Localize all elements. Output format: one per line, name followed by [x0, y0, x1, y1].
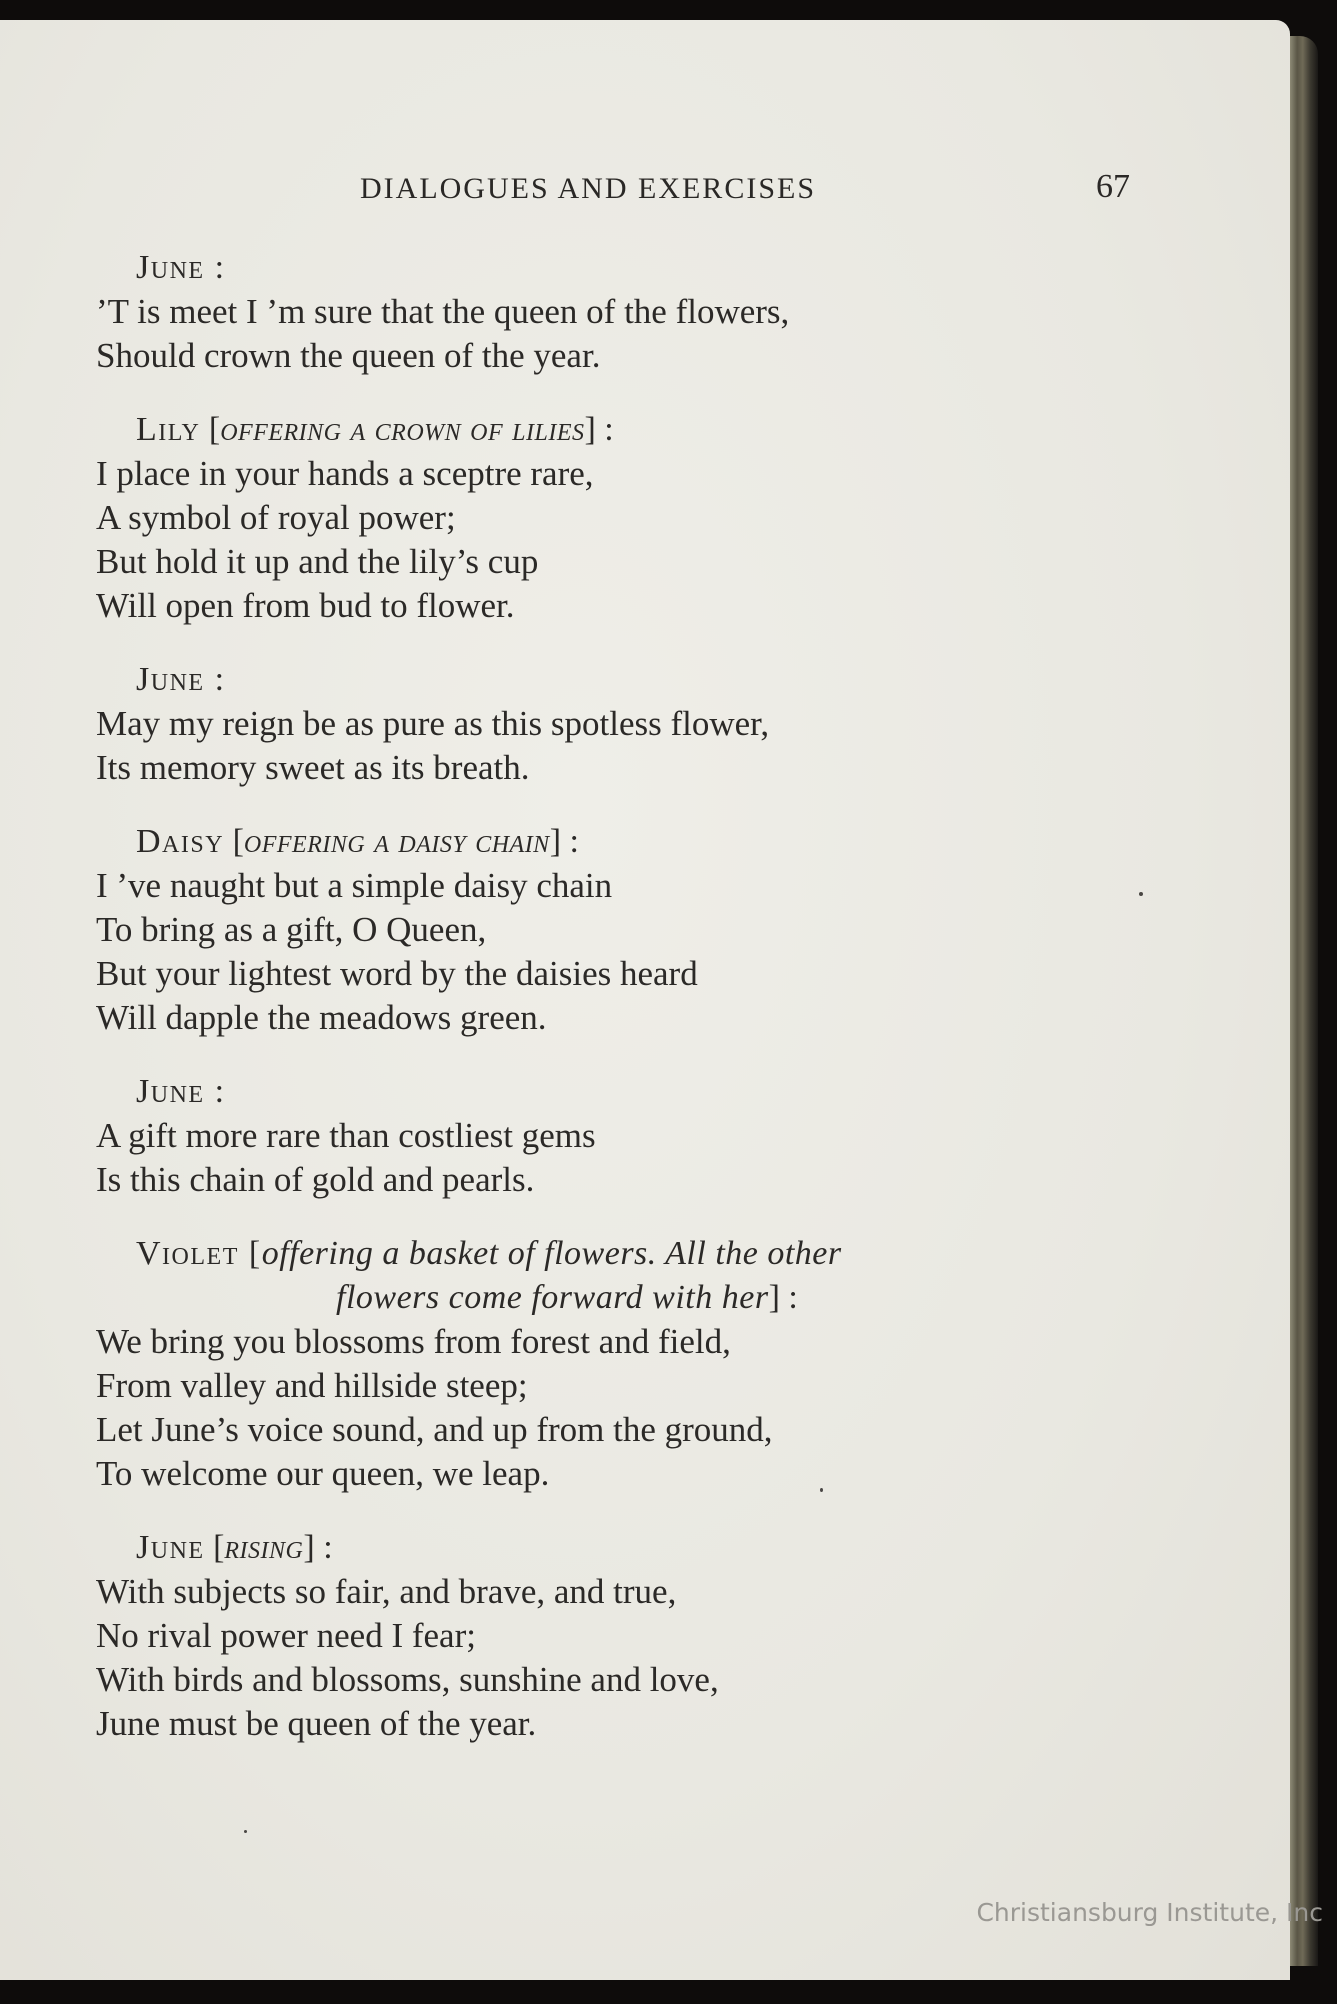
speaker-cue: Lily [offering a crown of lilies] :	[136, 411, 614, 448]
speaker-name: June	[136, 1073, 205, 1110]
stage-direction: rising	[224, 1529, 304, 1566]
speaker-cue: Daisy [offering a daisy chain] :	[136, 823, 579, 860]
stanza	[96, 1232, 1156, 1496]
speaker-name: Lily	[136, 411, 201, 448]
speaker-cue: Violet [offering a basket of flowers. All the other flowers come forward with her] :	[136, 1235, 842, 1316]
stanza	[96, 246, 1156, 378]
running-head: DIALOGUES AND EXERCISES	[360, 172, 817, 205]
verse-line: Its memory sweet as its breath.	[96, 748, 530, 787]
paper-speck	[820, 1488, 823, 1492]
verse-line: Is this chain of gold and pearls.	[96, 1160, 535, 1199]
verse-line: A symbol of royal power;	[96, 498, 456, 537]
verse-line: A gift more rare than costliest gems	[96, 1116, 596, 1155]
speaker-cue: June :	[136, 249, 225, 286]
speaker-name: Daisy	[136, 823, 225, 860]
verse-line: I ’ve naught but a simple daisy chain	[96, 866, 613, 905]
stanza	[96, 1070, 1156, 1202]
verse-line: No rival power need I fear;	[96, 1616, 476, 1655]
stage-direction: offering a daisy chain	[243, 823, 550, 860]
verse-line: To welcome our queen, we leap.	[96, 1454, 550, 1493]
speaker-cue: June :	[136, 1073, 225, 1110]
verse-line: Let June’s voice sound, and up from the ground,	[96, 1410, 773, 1449]
stanza	[96, 1526, 1156, 1746]
speaker-cue: June [rising] :	[136, 1529, 333, 1566]
speaker-name: June	[136, 249, 205, 286]
paper-speck	[1139, 892, 1143, 896]
verse-line: From valley and hillside steep;	[96, 1366, 528, 1405]
stage-direction: offering a crown of lilies	[220, 411, 585, 448]
verse-line: June must be queen of the year.	[96, 1704, 537, 1743]
verse-line: But your lightest word by the daisies heard	[96, 954, 698, 993]
verse-line: But hold it up and the lily’s cup	[96, 542, 539, 581]
speaker-name: June	[136, 1529, 205, 1566]
stage-direction-continued: flowers come forward with her	[336, 1279, 769, 1316]
dialogue-text	[96, 246, 1156, 1776]
watermark: Christiansburg Institute, Inc	[976, 1898, 1323, 1927]
verse-line: May my reign be as pure as this spotless flower,	[96, 704, 770, 743]
stanza	[96, 408, 1156, 628]
paper-speck	[244, 1830, 247, 1833]
verse-line: With subjects so fair, and brave, and true,	[96, 1572, 677, 1611]
verse-line: Will dapple the meadows green.	[96, 998, 547, 1037]
speaker-name: Violet	[136, 1235, 239, 1272]
verse-line: I place in your hands a sceptre rare,	[96, 454, 594, 493]
page-number: 67	[1096, 168, 1130, 205]
stage-direction: offering a basket of flowers. All the other	[261, 1235, 842, 1272]
verse-line: With birds and blossoms, sunshine and love,	[96, 1660, 719, 1699]
verse-line: ’T is meet I ’m sure that the queen of the flowers,	[96, 292, 790, 331]
stanza	[96, 658, 1156, 790]
stanza	[96, 820, 1156, 1040]
speaker-name: June	[136, 661, 205, 698]
verse-line: To bring as a gift, O Queen,	[96, 910, 487, 949]
verse-line: Should crown the queen of the year.	[96, 336, 601, 375]
verse-line: Will open from bud to flower.	[96, 586, 515, 625]
speaker-cue: June :	[136, 661, 225, 698]
verse-line: We bring you blossoms from forest and field,	[96, 1322, 731, 1361]
